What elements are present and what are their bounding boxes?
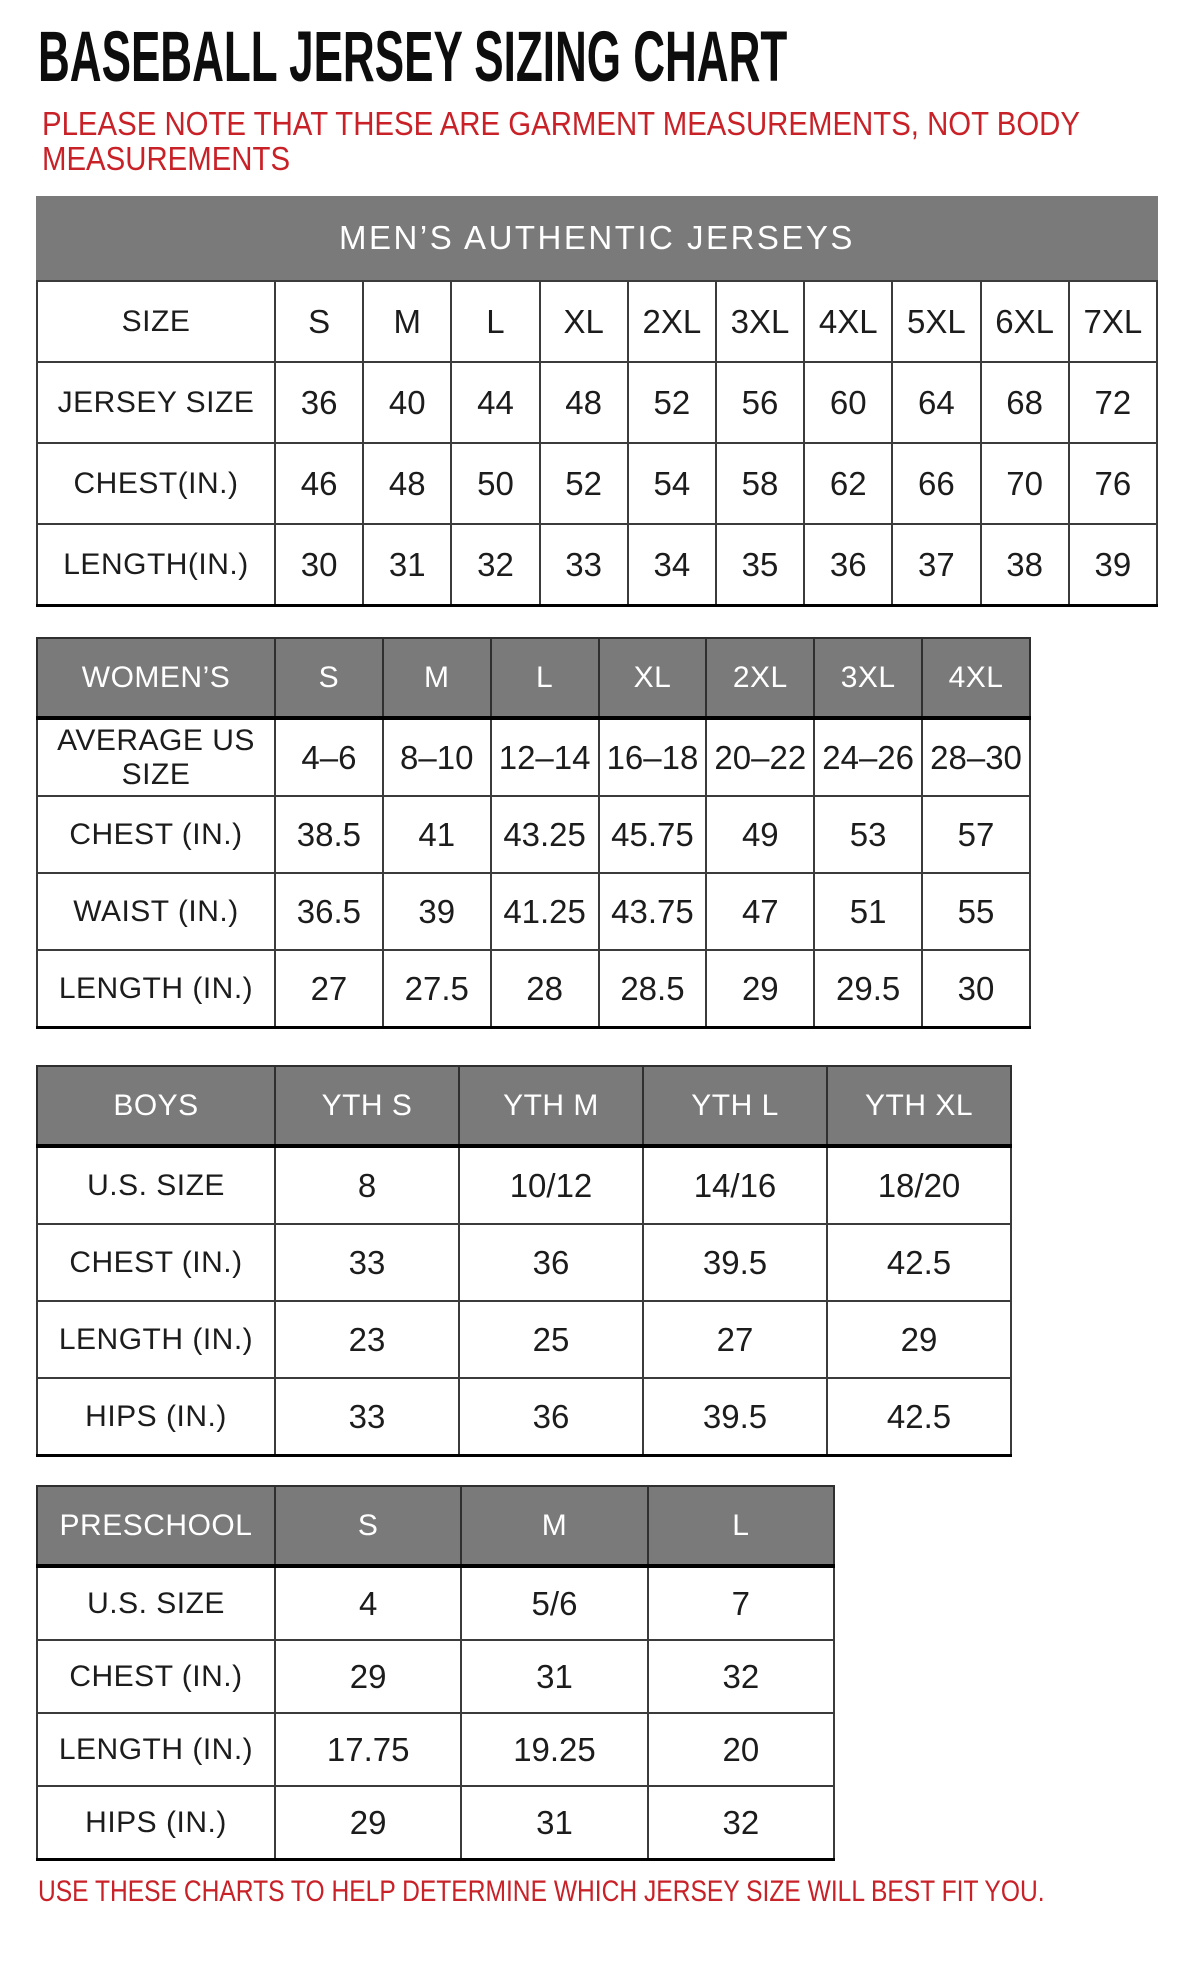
value-cell: 6XL	[981, 281, 1069, 362]
value-cell: 43.75	[599, 873, 707, 950]
header-row	[37, 1066, 1011, 1146]
value-cell: 42.5	[827, 1224, 1011, 1301]
table-row	[37, 873, 1030, 950]
value-cell: 53	[814, 796, 922, 873]
footer-note-text: USE THESE CHARTS TO HELP DETERMINE WHICH JERSEY SIZE WILL BEST FIT YOU.	[38, 1875, 1045, 1908]
value-cell: 31	[461, 1786, 647, 1860]
value-cell: 29	[706, 950, 814, 1028]
mens-table-grid	[36, 280, 1158, 607]
value-cell: 36	[459, 1224, 643, 1301]
row-label-cell: WAIST (IN.)	[37, 873, 275, 950]
value-cell: 41.25	[491, 873, 599, 950]
value-cell: 31	[363, 524, 451, 606]
value-cell: 4XL	[804, 281, 892, 362]
table-row	[37, 796, 1030, 873]
table-row	[37, 1378, 1011, 1456]
value-cell: 28.5	[599, 950, 707, 1028]
sizing-chart-page	[0, 18, 1200, 1964]
value-cell: 36	[275, 362, 363, 443]
value-cell: 30	[922, 950, 1030, 1028]
value-cell: 51	[814, 873, 922, 950]
value-cell: 33	[540, 524, 628, 606]
value-cell: 64	[892, 362, 980, 443]
value-cell: 29.5	[814, 950, 922, 1028]
value-cell: 57	[922, 796, 1030, 873]
value-cell: 46	[275, 443, 363, 524]
value-cell: 76	[1069, 443, 1157, 524]
value-cell: 36.5	[275, 873, 383, 950]
value-cell: 35	[716, 524, 804, 606]
value-cell: 47	[706, 873, 814, 950]
boys-table-grid	[36, 1065, 1012, 1457]
value-cell: 10/12	[459, 1146, 643, 1224]
mens-table-banner: MEN’S AUTHENTIC JERSEYS	[36, 196, 1158, 280]
header-row	[37, 1486, 834, 1566]
value-cell: 54	[628, 443, 716, 524]
value-cell: 55	[922, 873, 1030, 950]
preschool-sizing-table	[36, 1485, 1200, 1861]
row-label-cell: CHEST (IN.)	[37, 1640, 275, 1713]
value-cell: 34	[628, 524, 716, 606]
value-cell: 33	[275, 1378, 459, 1456]
footer-note	[38, 1875, 1200, 1909]
value-cell: 37	[892, 524, 980, 606]
row-label-cell: U.S. SIZE	[37, 1566, 275, 1640]
preschool-table-grid	[36, 1485, 835, 1861]
value-cell: 32	[648, 1640, 834, 1713]
value-cell: 56	[716, 362, 804, 443]
table-row	[37, 950, 1030, 1028]
womens-table-grid	[36, 637, 1031, 1029]
value-cell: 2XL	[628, 281, 716, 362]
row-label-cell: CHEST (IN.)	[37, 796, 275, 873]
value-cell: 4–6	[275, 718, 383, 796]
value-cell: 72	[1069, 362, 1157, 443]
value-cell: 5XL	[892, 281, 980, 362]
value-cell: 43.25	[491, 796, 599, 873]
value-cell: 17.75	[275, 1713, 461, 1786]
value-cell: 28–30	[922, 718, 1030, 796]
value-cell: 5/6	[461, 1566, 647, 1640]
value-cell: 60	[804, 362, 892, 443]
value-cell: 16–18	[599, 718, 707, 796]
value-cell: 27	[643, 1301, 827, 1378]
table-row	[37, 1301, 1011, 1378]
row-label-cell: SIZE	[37, 281, 275, 362]
value-cell: 27.5	[383, 950, 491, 1028]
size-header-cell: 3XL	[814, 638, 922, 718]
value-cell: 30	[275, 524, 363, 606]
value-cell: 18/20	[827, 1146, 1011, 1224]
size-header-cell: M	[461, 1486, 647, 1566]
garment-measurements-note-text: PLEASE NOTE THAT THESE ARE GARMENT MEASUREMENTS, NOT BODY MEASUREMENTS	[42, 105, 1080, 177]
table-row	[37, 1566, 834, 1640]
value-cell: 52	[628, 362, 716, 443]
value-cell: 29	[275, 1786, 461, 1860]
size-header-cell: S	[275, 638, 383, 718]
value-cell: 20	[648, 1713, 834, 1786]
value-cell: 33	[275, 1224, 459, 1301]
row-label-cell: LENGTH (IN.)	[37, 1713, 275, 1786]
row-label-cell: HIPS (IN.)	[37, 1378, 275, 1456]
womens-sizing-table	[36, 637, 1200, 1029]
value-cell: 39	[383, 873, 491, 950]
value-cell: 38.5	[275, 796, 383, 873]
size-header-cell: XL	[599, 638, 707, 718]
header-row	[37, 638, 1030, 718]
page-title-text: BASEBALL JERSEY SIZING CHART	[38, 18, 788, 97]
value-cell: 25	[459, 1301, 643, 1378]
value-cell: 40	[363, 362, 451, 443]
size-header-cell: 4XL	[922, 638, 1030, 718]
value-cell: 7	[648, 1566, 834, 1640]
value-cell: S	[275, 281, 363, 362]
value-cell: 41	[383, 796, 491, 873]
value-cell: 23	[275, 1301, 459, 1378]
value-cell: 3XL	[716, 281, 804, 362]
row-label-cell: U.S. SIZE	[37, 1146, 275, 1224]
value-cell: 48	[540, 362, 628, 443]
size-header-cell: L	[648, 1486, 834, 1566]
value-cell: 50	[451, 443, 539, 524]
row-label-cell: CHEST(IN.)	[37, 443, 275, 524]
value-cell: 20–22	[706, 718, 814, 796]
value-cell: XL	[540, 281, 628, 362]
garment-measurements-note	[42, 106, 1200, 176]
value-cell: 62	[804, 443, 892, 524]
value-cell: L	[451, 281, 539, 362]
header-label-cell: PRESCHOOL	[37, 1486, 275, 1566]
table-row	[37, 443, 1157, 524]
row-label-cell: HIPS (IN.)	[37, 1786, 275, 1860]
value-cell: 29	[275, 1640, 461, 1713]
row-label-cell: LENGTH (IN.)	[37, 950, 275, 1028]
value-cell: 36	[459, 1378, 643, 1456]
size-header-cell: YTH M	[459, 1066, 643, 1146]
table-row	[37, 524, 1157, 606]
boys-sizing-table	[36, 1065, 1200, 1457]
row-label-cell: CHEST (IN.)	[37, 1224, 275, 1301]
value-cell: 14/16	[643, 1146, 827, 1224]
mens-sizing-table	[36, 196, 1200, 607]
row-label-cell: LENGTH (IN.)	[37, 1301, 275, 1378]
table-row	[37, 1224, 1011, 1301]
value-cell: 44	[451, 362, 539, 443]
size-header-cell: YTH L	[643, 1066, 827, 1146]
value-cell: 27	[275, 950, 383, 1028]
value-cell: 42.5	[827, 1378, 1011, 1456]
size-header-cell: YTH S	[275, 1066, 459, 1146]
value-cell: 29	[827, 1301, 1011, 1378]
value-cell: 8	[275, 1146, 459, 1224]
row-label-cell: JERSEY SIZE	[37, 362, 275, 443]
value-cell: 66	[892, 443, 980, 524]
header-label-cell: WOMEN’S	[37, 638, 275, 718]
value-cell: 32	[648, 1786, 834, 1860]
value-cell: 28	[491, 950, 599, 1028]
value-cell: M	[363, 281, 451, 362]
size-header-cell: L	[491, 638, 599, 718]
value-cell: 48	[363, 443, 451, 524]
value-cell: 39.5	[643, 1378, 827, 1456]
value-cell: 31	[461, 1640, 647, 1713]
header-label-cell: BOYS	[37, 1066, 275, 1146]
row-label-cell: LENGTH(IN.)	[37, 524, 275, 606]
value-cell: 12–14	[491, 718, 599, 796]
size-header-cell: M	[383, 638, 491, 718]
table-row	[37, 718, 1030, 796]
table-row	[37, 281, 1157, 362]
table-row	[37, 362, 1157, 443]
size-header-cell: YTH XL	[827, 1066, 1011, 1146]
page-title	[38, 18, 1200, 97]
value-cell: 32	[451, 524, 539, 606]
value-cell: 39	[1069, 524, 1157, 606]
table-row	[37, 1640, 834, 1713]
value-cell: 19.25	[461, 1713, 647, 1786]
size-header-cell: 2XL	[706, 638, 814, 718]
value-cell: 45.75	[599, 796, 707, 873]
value-cell: 68	[981, 362, 1069, 443]
value-cell: 39.5	[643, 1224, 827, 1301]
value-cell: 38	[981, 524, 1069, 606]
value-cell: 36	[804, 524, 892, 606]
value-cell: 7XL	[1069, 281, 1157, 362]
value-cell: 58	[716, 443, 804, 524]
value-cell: 49	[706, 796, 814, 873]
value-cell: 4	[275, 1566, 461, 1640]
table-row	[37, 1146, 1011, 1224]
value-cell: 70	[981, 443, 1069, 524]
table-row	[37, 1786, 834, 1860]
row-label-cell: AVERAGE US SIZE	[37, 718, 275, 796]
value-cell: 52	[540, 443, 628, 524]
value-cell: 24–26	[814, 718, 922, 796]
value-cell: 8–10	[383, 718, 491, 796]
size-header-cell: S	[275, 1486, 461, 1566]
table-row	[37, 1713, 834, 1786]
